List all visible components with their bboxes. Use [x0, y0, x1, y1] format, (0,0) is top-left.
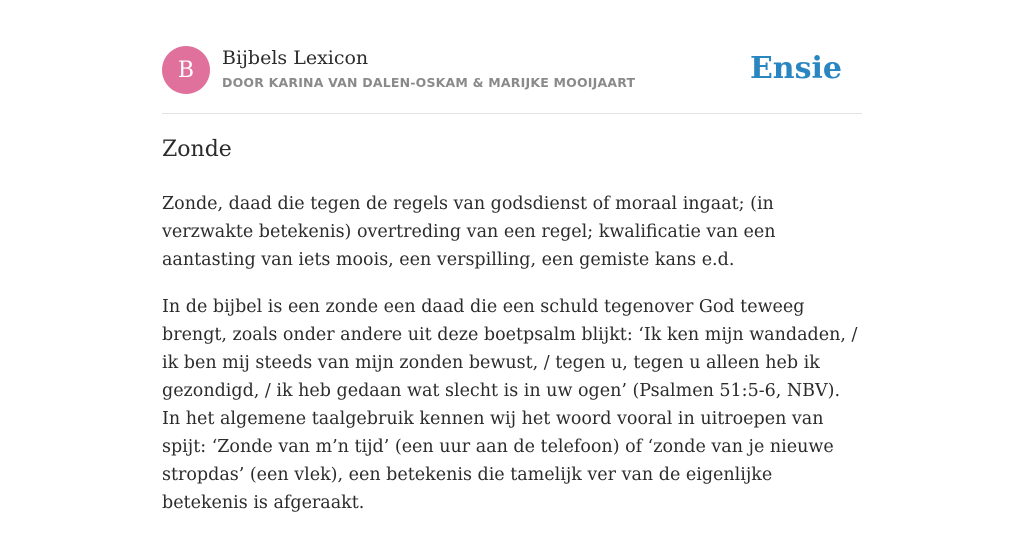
header-divider — [162, 113, 862, 114]
source-header — [162, 46, 862, 96]
entry-paragraph: Zonde, daad die tegen de regels van godsdienst of moraal ingaat; (in verzwakte betekenis) overtreding van een regel; kwalificatie van een aantasting van iets moois, een verspilling, een gemiste kans e.d. — [162, 194, 776, 270]
entry-title: Zonde — [162, 137, 232, 162]
entry-body — [162, 190, 862, 536]
source-title[interactable]: Bijbels Lexicon — [222, 47, 369, 69]
entry-paragraph: In de bijbel is een zonde een daad die een schuld tegenover God teweeg brengt, zoals onder andere uit deze boetpsalm blijkt: ‘Ik ken mijn wandaden, / ik ben mij steeds van mijn zonden bewust, / tegen u, tegen u alleen heb ik gezondigd, / ik heb gedaan wat slecht is in uw ogen’ (Psalmen 51:5-6, NBV). In het algemene taalgebruik kennen wij het woord vooral in uitroepen van spijt: ‘Zonde van m’n tijd’ (een uur aan de telefoon) of ‘zonde van je nieuwe stropdas’ (een vlek), een betekenis die tamelijk ver van de eigenlijke betekenis is afgeraakt. — [162, 297, 858, 513]
entry-card — [162, 46, 862, 513]
brand-logo[interactable]: Ensie — [749, 51, 842, 86]
source-avatar[interactable] — [162, 46, 210, 94]
avatar-letter: B — [177, 57, 195, 83]
source-authors: DOOR KARINA VAN DALEN-OSKAM & MARIJKE MOOIJAART — [222, 75, 636, 90]
